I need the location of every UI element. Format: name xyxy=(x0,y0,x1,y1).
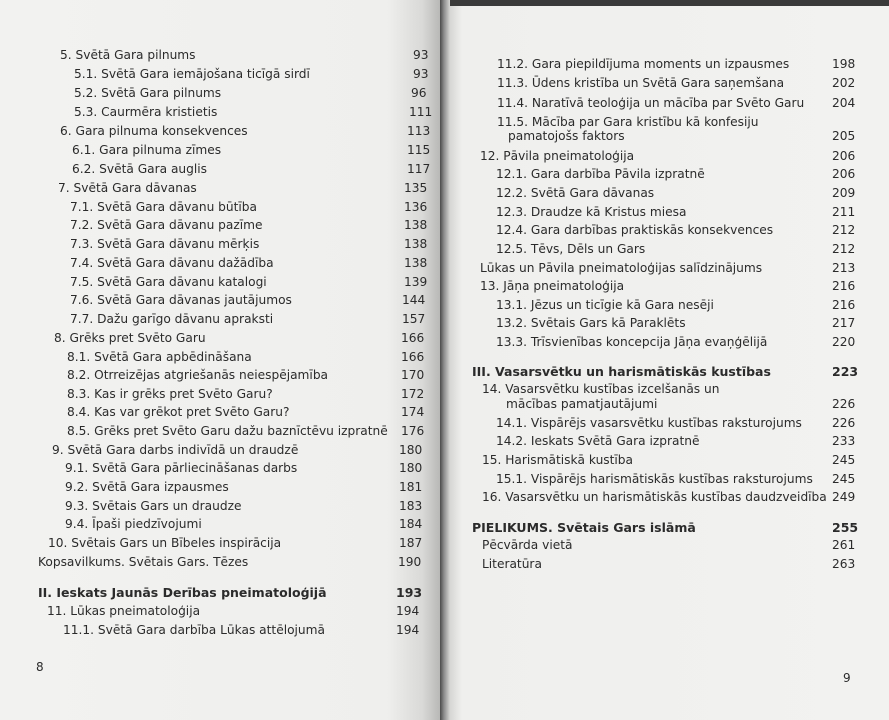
toc-entry-title: 14. Vasarsvētku kustības izcelšanās un xyxy=(482,382,720,396)
toc-entry-page-number: 190 xyxy=(398,555,422,569)
toc-entry-page-number: 184 xyxy=(399,517,423,531)
toc-entry-title: 11.1. Svētā Gara darbība Lūkas attēlojumā xyxy=(63,623,326,637)
toc-entry-page-number: 138 xyxy=(404,256,428,270)
toc-entry-title: 14.1. Vispārējs vasarsvētku kustības raksturojums xyxy=(496,416,802,430)
toc-entry-title: 6. Gara pilnuma konsekvences xyxy=(60,124,248,138)
toc-entry-page-number: 180 xyxy=(399,461,423,475)
toc-entry-title: mācības pamatjautājumi xyxy=(506,397,658,411)
toc-entry-page-number: 233 xyxy=(832,434,856,448)
toc-entry-title: 16. Vasarsvētku un harismātiskās kustības daudzveidība xyxy=(482,490,827,504)
toc-entry-title: 13.3. Trīsvienības koncepcija Jāņa evaņģēlijā xyxy=(496,335,768,349)
toc-entry-title: 7.4. Svētā Gara dāvanu dažādība xyxy=(70,256,274,270)
toc-entry-title: 11.2. Gara piepildījuma moments un izpausmes xyxy=(497,57,790,71)
toc-entry-page-number: 117 xyxy=(407,162,431,176)
toc-entry-title: 7. Svētā Gara dāvanas xyxy=(58,181,197,195)
toc-entry-page-number: 198 xyxy=(832,57,856,71)
toc-entry-page-number: 170 xyxy=(401,368,425,382)
toc-entry-page-number: 209 xyxy=(832,186,856,200)
toc-entry-page-number: 180 xyxy=(399,443,423,457)
toc-entry-title: 15.1. Vispārējs harismātiskās kustības raksturojums xyxy=(496,472,813,486)
toc-entry-title: 9.4. Īpaši piedzīvojumi xyxy=(65,517,202,531)
toc-entry-title: 13. Jāņa pneimatoloģija xyxy=(480,279,625,293)
toc-entry-title: 9.3. Svētais Gars un draudze xyxy=(65,499,242,513)
toc-entry-page-number: 206 xyxy=(832,167,856,181)
toc-entry-title: 12.2. Svētā Gara dāvanas xyxy=(496,186,655,200)
toc-entry-title: Pēcvārda vietā xyxy=(482,538,573,552)
toc-entry-page-number: 226 xyxy=(832,416,856,430)
toc-entry-title: 7.2. Svētā Gara dāvanu pazīme xyxy=(70,218,263,232)
toc-entry-title: 13.2. Svētais Gars kā Paraklēts xyxy=(496,316,686,330)
toc-entry-page-number: 223 xyxy=(832,364,859,379)
toc-entry-page-number: 139 xyxy=(404,275,428,289)
toc-entry-page-number: 93 xyxy=(413,67,429,81)
top-shadow xyxy=(450,0,889,6)
toc-entry-page-number: 176 xyxy=(401,424,425,438)
toc-entry-title: Lūkas un Pāvila pneimatoloģijas salīdzinājums xyxy=(480,261,763,275)
toc-entry-page-number: 174 xyxy=(401,405,425,419)
toc-entry-title: 8.2. Otrreizējas atgriešanās neiespējamība xyxy=(67,368,329,382)
toc-entry-title: 8.1. Svētā Gara apbēdināšana xyxy=(67,350,252,364)
toc-entry-page-number: 211 xyxy=(832,205,856,219)
toc-entry-page-number: 138 xyxy=(404,237,428,251)
left-page-number: 8 xyxy=(36,660,44,674)
toc-entry-page-number: 138 xyxy=(404,218,428,232)
toc-entry-page-number: 226 xyxy=(832,397,856,411)
toc-entry-page-number: 216 xyxy=(832,298,856,312)
toc-entry-page-number: 212 xyxy=(832,223,856,237)
toc-entry-page-number: 212 xyxy=(832,242,856,256)
toc-entry-title: 6.2. Svētā Gara auglis xyxy=(72,162,208,176)
toc-entry-title: II. Ieskats Jaunās Derības pneimatoloģijā xyxy=(38,585,327,600)
toc-entry-page-number: 245 xyxy=(832,472,856,486)
toc-entry-page-number: 135 xyxy=(404,181,428,195)
toc-entry-page-number: 245 xyxy=(832,453,856,467)
right-page-number: 9 xyxy=(843,671,851,685)
toc-entry-title: 11.3. Ūdens kristība un Svētā Gara saņemšana xyxy=(497,76,785,90)
toc-entry-page-number: 166 xyxy=(401,350,425,364)
toc-entry-title: 8.4. Kas var grēkot pret Svēto Garu? xyxy=(67,405,290,419)
toc-entry-title: 12.5. Tēvs, Dēls un Gars xyxy=(496,242,646,256)
toc-entry-title: Literatūra xyxy=(482,557,542,571)
toc-entry-title: 5.1. Svētā Gara iemājošana ticīgā sirdī xyxy=(74,67,310,81)
toc-entry-title: 8. Grēks pret Svēto Garu xyxy=(54,331,206,345)
toc-entry-page-number: 261 xyxy=(832,538,856,552)
toc-entry-title: 9.1. Svētā Gara pārliecināšanas darbs xyxy=(65,461,298,475)
toc-entry-page-number: 216 xyxy=(832,279,856,293)
toc-entry-page-number: 166 xyxy=(401,331,425,345)
toc-entry-page-number: 181 xyxy=(399,480,423,494)
toc-entry-page-number: 206 xyxy=(832,149,856,163)
toc-entry-page-number: 113 xyxy=(407,124,431,138)
toc-entry-page-number: 187 xyxy=(399,536,423,550)
toc-entry-title: 11. Lūkas pneimatoloģija xyxy=(47,604,201,618)
toc-entry-title: 9. Svētā Gara darbs indivīdā un draudzē xyxy=(52,443,299,457)
toc-entry-page-number: 194 xyxy=(396,623,420,637)
toc-entry-title: 10. Svētais Gars un Bībeles inspirācija xyxy=(48,536,282,550)
toc-entry-title: 5.3. Caurmēra kristietis xyxy=(74,105,218,119)
toc-entry-title: 7.7. Dažu garīgo dāvanu apraksti xyxy=(70,312,274,326)
toc-entry-title: 6.1. Gara pilnuma zīmes xyxy=(72,143,222,157)
toc-entry-title: 15. Harismātiskā kustība xyxy=(482,453,634,467)
toc-entry-page-number: 157 xyxy=(402,312,426,326)
toc-entry-title: 5. Svētā Gara pilnums xyxy=(60,48,196,62)
toc-entry-page-number: 204 xyxy=(832,96,856,110)
toc-entry-title: 8.5. Grēks pret Svēto Garu dažu baznīctēvu izpratnē xyxy=(67,424,388,438)
toc-entry-page-number: 172 xyxy=(401,387,425,401)
toc-entry-page-number: 249 xyxy=(832,490,856,504)
toc-entry-title: 14.2. Ieskats Svētā Gara izpratnē xyxy=(496,434,700,448)
toc-entry-title: 13.1. Jēzus un ticīgie kā Gara nesēji xyxy=(496,298,714,312)
toc-entry-title: Kopsavilkums. Svētais Gars. Tēzes xyxy=(38,555,249,569)
toc-entry-title: 12.1. Gara darbība Pāvila izpratnē xyxy=(496,167,705,181)
toc-entry-page-number: 115 xyxy=(407,143,431,157)
toc-entry-page-number: 193 xyxy=(396,585,423,600)
toc-entry-title: pamatojošs faktors xyxy=(508,129,625,143)
toc-entry-page-number: 183 xyxy=(399,499,423,513)
toc-entry-title: 12. Pāvila pneimatoloģija xyxy=(480,149,635,163)
toc-entry-page-number: 111 xyxy=(409,105,433,119)
toc-entry-title: 7.5. Svētā Gara dāvanu katalogi xyxy=(70,275,267,289)
toc-entry-page-number: 194 xyxy=(396,604,420,618)
toc-entry-title: 8.3. Kas ir grēks pret Svēto Garu? xyxy=(67,387,273,401)
toc-entry-page-number: 220 xyxy=(832,335,856,349)
toc-entry-page-number: 263 xyxy=(832,557,856,571)
toc-entry-page-number: 213 xyxy=(832,261,856,275)
toc-entry-title: 7.3. Svētā Gara dāvanu mērķis xyxy=(70,237,260,251)
toc-entry-title: 12.4. Gara darbības praktiskās konsekvences xyxy=(496,223,774,237)
toc-entry-title: 5.2. Svētā Gara pilnums xyxy=(74,86,222,100)
toc-entry-page-number: 136 xyxy=(404,200,428,214)
toc-entry-page-number: 93 xyxy=(413,48,429,62)
toc-entry-page-number: 255 xyxy=(832,520,859,535)
toc-entry-title: 11.5. Mācība par Gara kristību kā konfesiju xyxy=(497,115,759,129)
toc-entry-page-number: 144 xyxy=(402,293,426,307)
toc-entry-page-number: 202 xyxy=(832,76,856,90)
toc-entry-page-number: 205 xyxy=(832,129,856,143)
toc-entry-title: PIELIKUMS. Svētais Gars islāmā xyxy=(472,520,696,535)
toc-entry-title: 9.2. Svētā Gara izpausmes xyxy=(65,480,229,494)
toc-entry-title: 11.4. Naratīvā teoloģija un mācība par Svēto Garu xyxy=(497,96,805,110)
toc-entry-title: 7.1. Svētā Gara dāvanu būtība xyxy=(70,200,258,214)
toc-entry-title: 12.3. Draudze kā Kristus miesa xyxy=(496,205,687,219)
toc-entry-page-number: 217 xyxy=(832,316,856,330)
toc-entry-title: 7.6. Svētā Gara dāvanas jautājumos xyxy=(70,293,292,307)
toc-entry-page-number: 96 xyxy=(411,86,427,100)
toc-entry-title: III. Vasarsvētku un harismātiskās kustības xyxy=(472,364,771,379)
